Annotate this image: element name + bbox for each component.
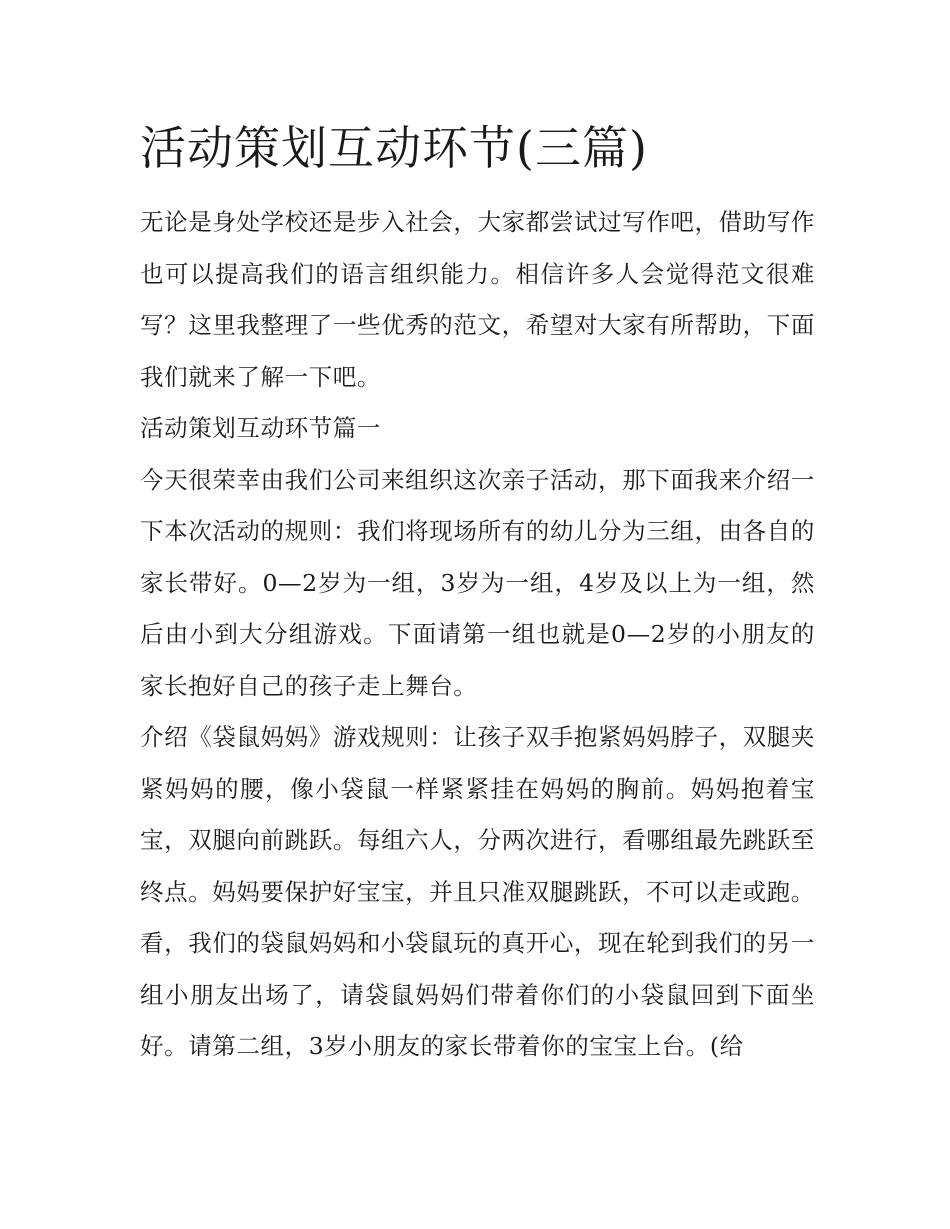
body-paragraph: 今天很荣幸由我们公司来组织这次亲子活动，那下面我来介绍一下本次活动的规则：我们将现场所有的幼儿分为三组，由各自的家长带好。0—2岁为一组，3岁为一组，4岁及以上为一组，然后由小到大分组游戏。下面请第一组也就是0—2岁的小朋友的家长抱好自己的孩子走上舞台。 [140, 465, 815, 700]
intro-paragraph: 无论是身处学校还是步入社会，大家都尝试过写作吧，借助写作也可以提高我们的语言组织能力。相信许多人会觉得范文很难写？这里我整理了一些优秀的范文，希望对大家有所帮助，下面我们就来了解一下吧。 [140, 208, 815, 391]
body-paragraph: 看，我们的袋鼠妈妈和小袋鼠玩的真开心，现在轮到我们的另一组小朋友出场了，请袋鼠妈妈们带着你们的小袋鼠回到下面坐好。请第二组，3岁小朋友的家长带着你的宝宝上台。(给 [140, 929, 815, 1060]
body-paragraph: 介绍《袋鼠妈妈》游戏规则：让孩子双手抱紧妈妈脖子，双腿夹紧妈妈的腰，像小袋鼠一样紧紧挂在妈妈的胸前。妈妈抱着宝宝，双腿向前跳跃。每组六人，分两次进行，看哪组最先跳跃至终点。妈妈要保护好宝宝，并且只准双腿跳跃，不可以走或跑。 [140, 723, 815, 906]
document-body [140, 197, 815, 1073]
document-title: 活动策划互动环节(三篇) [140, 121, 648, 175]
section-heading: 活动策划互动环节篇一 [140, 414, 381, 442]
